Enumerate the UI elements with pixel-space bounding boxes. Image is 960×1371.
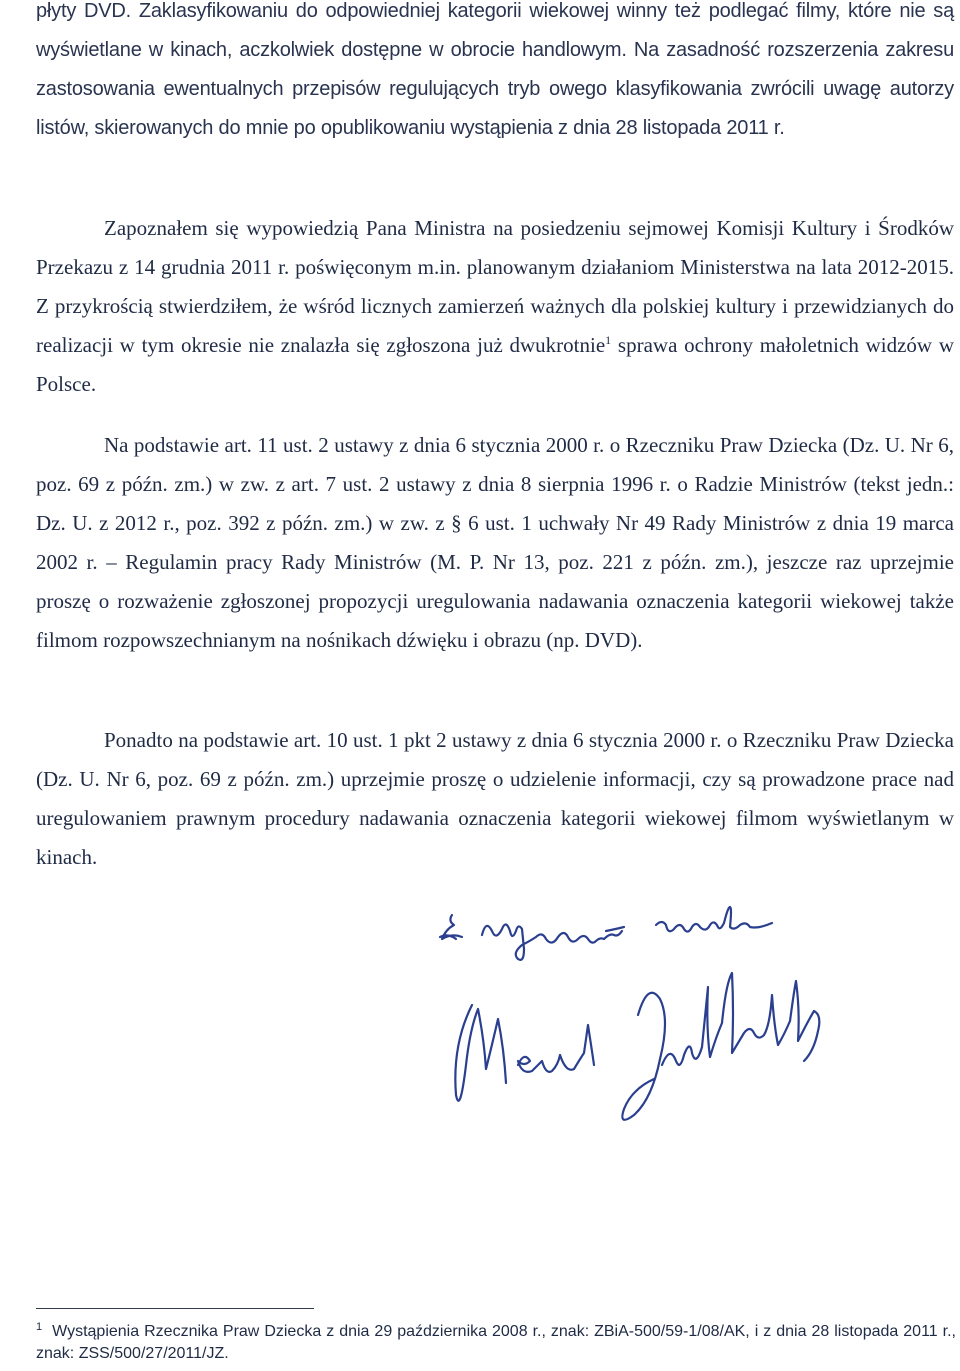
handwritten-signature (410, 895, 870, 1135)
footnote-number: 1 (36, 1320, 43, 1333)
paragraph-3: Na podstawie art. 11 ust. 2 ustawy z dnia 6 stycznia 2000 r. o Rzeczniku Praw Dziecka (Dz. U. Nr 6, poz. 69 z późn. zm.) w zw. z art. 7 ust. 2 ustawy z dnia 8 sierpnia 1996 r. o Radzie Ministrów (tekst jedn.: Dz. U. z 2012 r., poz. 392 z późn. zm.) w zw. z § 6 ust. 1 uchwały Nr 49 Rady Ministrów z dnia 19 marca 2002 r. – Regulamin pracy Rady Ministrów (M. P. Nr 13, poz. 221 z późn. zm.), jeszcze raz uprzejmie proszę o rozważenie zgłoszonej propozycji uregulowania nadawania oznaczenia kategorii wiekowej także filmom rozpowszechnianym na nośnikach dźwięku i obrazu (np. DVD). (36, 433, 954, 652)
paragraph-2-text-end: sprawa ochrony małoletnich widzów w Polsce. (36, 333, 954, 396)
paragraph-1: płyty DVD. Zaklasyfikowaniu do odpowiedniej kategorii wiekowej winny też podlegać filmy, które nie są wyświetlane w kinach, aczkolwiek dostępne w obrocie handlowym. Na zasadność rozszerzenia zakresu zastosowania ewentualnych przepisów regulujących tryb owego klasyfikowania zwrócili uwagę autorzy listów, skierowanych do mnie po opublikowaniu wystąpienia z dnia 28 listopada 2011 r. (36, 0, 954, 139)
footnote-rule (36, 1308, 314, 1309)
paragraph-2 (36, 209, 954, 404)
footnote-text: Wystąpienia Rzecznika Praw Dziecka z dnia 29 października 2008 r., znak: ZBiA-500/59-1/08/AK, i z dnia 28 listopada 2011 r., znak: ZSS/500/27/2011/JZ. (36, 1323, 956, 1362)
footnote-reference: 1 (605, 333, 612, 347)
paragraph-4: Ponadto na podstawie art. 10 ust. 1 pkt 2 ustawy z dnia 6 stycznia 2000 r. o Rzeczniku Praw Dziecka (Dz. U. Nr 6, poz. 69 z późn. zm.) uprzejmie proszę o udzielenie informacji, czy są prowadzone prace nad uregulowaniem prawnym procedury nadawania oznaczenia kategorii wiekowej filmom wyświetlanym w kinach. (36, 728, 954, 869)
paragraph-2-text: Zapoznałem się wypowiedzią Pana Ministra na posiedzeniu sejmowej Komisji Kultury i Środków Przekazu z 14 grudnia 2011 r. poświęconym m.in. planowanym działaniom Ministerstwa na lata 2012-2015. Z przykrością stwierdziłem, że wśród licznych zamierzeń ważnych dla polskiej kultury i przewidzianych do realizacji w tym okresie nie znalazła się zgłoszona już dwukrotnie (36, 216, 954, 357)
footnote (36, 1321, 956, 1365)
